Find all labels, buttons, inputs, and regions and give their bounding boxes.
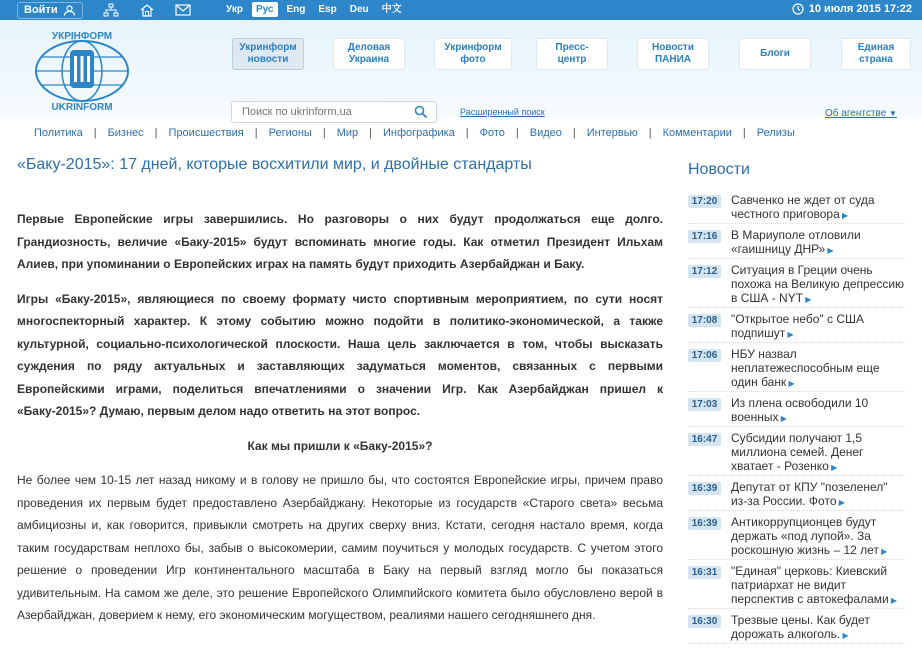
language-option[interactable]: Укр (226, 4, 243, 15)
site-header (0, 20, 922, 118)
language-option[interactable]: Deu (349, 4, 369, 15)
news-time-badge: 17:08 (688, 314, 721, 327)
section-tab[interactable] (739, 38, 811, 70)
news-time-badge: 16:39 (688, 482, 721, 495)
news-time-badge: 17:03 (688, 398, 721, 411)
search-box (231, 101, 437, 123)
search-input[interactable] (240, 105, 414, 119)
about-agency-link[interactable] (825, 108, 897, 119)
section-tab-line2: ПАНИА (654, 54, 692, 65)
news-time-badge: 17:06 (688, 349, 721, 362)
section-tab-line2: фото (460, 54, 486, 65)
category-link[interactable]: Инфографика (383, 127, 455, 139)
news-item[interactable] (688, 228, 906, 259)
news-headline-text: Трезвые цены. Как будет дорожать алкоголь. (731, 613, 870, 641)
news-time-badge: 16:39 (688, 517, 721, 530)
news-headline-text: В Мариуполе отловили «гаишницу ДНР» (731, 228, 861, 256)
arrow-right-icon: ▶ (878, 547, 888, 556)
separator: | (93, 127, 97, 139)
section-tab[interactable] (434, 38, 512, 70)
news-headline[interactable] (731, 193, 906, 223)
section-tab-line1: Пресс- (555, 42, 589, 53)
news-time-badge: 16:30 (688, 615, 721, 628)
section-tab-line1: Новости (652, 42, 694, 53)
arrow-right-icon: ▶ (836, 498, 845, 507)
news-headline-text: Из плена освободили 10 военных (731, 396, 869, 424)
news-headline[interactable] (731, 431, 906, 475)
language-switcher (222, 2, 406, 17)
news-list (688, 193, 906, 648)
about-label: Об агентстве (825, 108, 887, 119)
arrow-right-icon: ▶ (778, 414, 787, 423)
news-headline-text: Савченко не ждет от суда честного приговора (731, 193, 875, 221)
category-nav (34, 126, 894, 140)
arrow-right-icon: ▶ (803, 295, 812, 304)
arrow-right-icon: ▶ (786, 379, 795, 388)
language-option[interactable]: Рус (252, 2, 278, 17)
separator: | (648, 127, 652, 139)
section-tab-label (858, 42, 895, 66)
news-headline-text: "Открытое небо" с США подпишут (731, 312, 864, 340)
section-tab-line2: Украина (348, 54, 390, 65)
news-headline[interactable] (731, 228, 906, 258)
arrow-right-icon: ▶ (825, 246, 834, 255)
separator: | (254, 127, 258, 139)
news-headline[interactable] (731, 480, 906, 510)
section-tab-line1: Блоги (760, 48, 790, 59)
arrow-right-icon: ▶ (828, 463, 838, 472)
section-tab-label (760, 48, 790, 60)
news-item[interactable] (688, 193, 906, 224)
clock-icon (792, 3, 804, 15)
news-headline-text: НБУ назвал неплатежеспособным еще один банк (731, 347, 880, 389)
category-link[interactable]: Политика (34, 127, 83, 139)
news-item[interactable] (688, 396, 906, 427)
news-item[interactable] (688, 312, 906, 343)
news-headline[interactable] (731, 347, 906, 391)
news-headline[interactable] (731, 396, 906, 426)
category-link[interactable]: Регионы (268, 127, 312, 139)
news-item[interactable] (688, 347, 906, 392)
news-headline-text: Депутат от КПУ "позеленел" из-за России. Фото (731, 480, 888, 508)
section-tab-line2: страна (859, 54, 893, 65)
logo-text-top: УКРІНФОРМ (51, 31, 113, 42)
section-tab-label (348, 42, 391, 66)
section-tab-label (652, 42, 694, 66)
section-tab-line1: Деловая (347, 42, 391, 53)
article-paragraph: Первые Европейские игры завершились. Но разговоры о них будут продолжаться еще долго. Грандиозность, величие «Баку-2015» будут вспоминать многие годы. Как отметил Президент Ильхам Алиев, при упоминании о Европейских играх на память будут приходить Азербайджан и Баку. (17, 212, 663, 271)
news-item[interactable] (688, 564, 906, 609)
section-tab[interactable] (232, 38, 304, 70)
article-paragraph: Не более чем 10-15 лет назад никому и в голову не пришло бы, что состоятся Европейские игры, причем право проведения их первым будет предоставлено Азербайджану. Некоторые из государств «Старого света» весьма амбициозны и, как говорится, привыкли смотреть на других сверху вниз. Кстати, сегодня настало время, когда таким государствам неплохо бы, забыв о высокомерии, самим поучиться у молодых государств. С учетом этого решение о проведении Игр континентального масштаба в Баку на первый взгляд могло бы показаться удивительным. На самом же деле, это решение Европейского Олимпийского комитета было обусловлено верой в Азербайджан, доверием к нему, его экономическим могуществом, реалиями нашего сегодняшнего дня. (17, 473, 663, 622)
news-time-badge: 17:20 (688, 195, 721, 208)
news-item[interactable] (688, 480, 906, 511)
news-headline-text: "Единая" церковь: Киевский патриархат не видит перспектив с автокефалами (731, 564, 889, 606)
news-headline-text: Антикоррупционцев будут держать «под лупой». За роскошную жизнь – 12 лет (731, 515, 879, 557)
arrow-right-icon: ▶ (888, 596, 898, 605)
section-tab-line1: Укринформ (239, 42, 297, 53)
advanced-search-link[interactable]: Расширенный поиск (460, 107, 545, 117)
home-icon[interactable] (139, 3, 155, 17)
news-item[interactable] (688, 431, 906, 476)
news-time-badge: 16:47 (688, 433, 721, 446)
section-tab-line2: новости (247, 54, 289, 65)
top-bar (0, 0, 922, 20)
section-tab-line1: Единая (857, 42, 895, 53)
news-headline[interactable] (731, 312, 906, 342)
category-link[interactable]: Релизы (756, 127, 795, 139)
news-time-badge: 17:12 (688, 265, 721, 278)
category-link[interactable]: Бизнес (107, 127, 144, 139)
news-headline[interactable] (731, 564, 906, 608)
news-item[interactable] (688, 515, 906, 560)
login-button[interactable] (17, 2, 83, 19)
category-link[interactable]: Происшествия (168, 127, 244, 139)
section-tab[interactable] (333, 38, 405, 70)
news-headline-text: Ситуация в Греции очень похожа на Великую депрессию в США - NYT (731, 263, 905, 305)
separator: | (572, 127, 576, 139)
news-time-badge: 16:31 (688, 566, 721, 579)
article-body (17, 208, 663, 639)
separator: | (322, 127, 326, 139)
language-option[interactable]: Esp (318, 4, 337, 15)
article-title: «Баку-2015»: 17 дней, которые восхитили мир, и двойные стандарты (17, 156, 532, 173)
separator: | (742, 127, 746, 139)
user-icon (63, 5, 76, 16)
section-tab[interactable] (841, 38, 911, 70)
article-subheading: Как мы пришли к «Баку-2015»? (247, 438, 433, 453)
news-sidebar-title: Новости (688, 161, 750, 178)
login-label: Войти (24, 4, 58, 16)
separator: | (515, 127, 519, 139)
sitemap-icon[interactable] (103, 3, 119, 17)
category-link[interactable]: Фото (479, 127, 505, 139)
arrow-right-icon: ▶ (840, 631, 849, 640)
section-tab-label (555, 42, 588, 66)
section-tab-line1: Укринформ (444, 42, 502, 53)
news-item[interactable] (688, 263, 906, 308)
chevron-down-icon: ▼ (888, 109, 897, 118)
section-tab-label (239, 42, 296, 66)
arrow-right-icon: ▶ (785, 330, 794, 339)
news-headline[interactable] (731, 613, 906, 643)
logo-text-bottom: UKRINFORM (51, 102, 113, 112)
arrow-right-icon: ▶ (839, 211, 849, 220)
section-tab[interactable] (536, 38, 608, 70)
section-tab-line2: центр (557, 54, 587, 65)
category-link[interactable]: Видео (529, 127, 562, 139)
separator: | (465, 127, 469, 139)
news-time-badge: 17:16 (688, 230, 721, 243)
news-item[interactable] (688, 613, 906, 644)
mail-icon[interactable] (175, 3, 191, 17)
news-headline[interactable] (731, 263, 906, 307)
separator: | (369, 127, 372, 139)
category-link[interactable]: Мир (336, 127, 359, 139)
ukrinform-logo[interactable] (32, 30, 132, 112)
section-tab-label (444, 42, 501, 66)
article-paragraph: Игры «Баку-2015», являющиеся по своему формату чисто спортивным мероприятием, по сути носят многоспекторный характер. К этому событию можно подойти в политико-экономической, а также культурной, социально-психологической плоскости. Наша цель заключается в том, чтобы высказать суждения по ряду актуальных и заставляющих задуматься моментов, связанных с первыми Европейскими играми, поделиться впечатлениями о значении Игр. Как Азербайджан пришел к «Баку-2015»? Думаю, первым делом надо ответить на этот вопрос. (17, 291, 663, 418)
language-option[interactable]: Eng (286, 4, 306, 15)
date-time (792, 3, 912, 15)
category-link[interactable]: Комментарии (662, 127, 732, 139)
separator: | (154, 127, 158, 139)
news-headline-text: Субсидии получают 1,5 миллиона семей. Денег хватает - Розенко (731, 431, 864, 473)
category-link[interactable]: Интервью (586, 127, 638, 139)
section-tab[interactable] (637, 38, 709, 70)
news-headline[interactable] (731, 515, 906, 559)
date-time-text: 10 июля 2015 17:22 (808, 3, 912, 15)
search-icon[interactable] (414, 105, 428, 119)
language-option[interactable]: 中文 (381, 4, 402, 15)
